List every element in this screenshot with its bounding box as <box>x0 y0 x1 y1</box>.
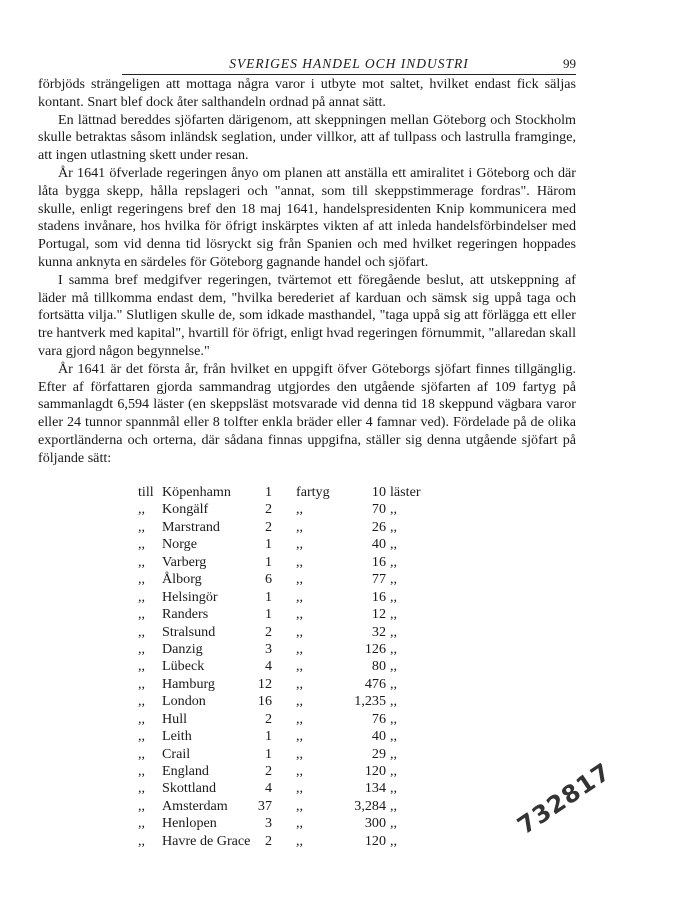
last-count: 126 <box>364 640 386 657</box>
destination: Kongälf <box>162 501 209 518</box>
destination: Crail <box>162 745 191 762</box>
last-unit: ,, <box>390 728 398 745</box>
ship-unit: ,, <box>296 658 304 675</box>
ship-unit: ,, <box>296 518 304 535</box>
last-count: 12 <box>371 606 386 623</box>
ship-count: 4 <box>264 658 272 675</box>
shipping-table <box>38 484 558 850</box>
ship-unit: ,, <box>296 606 304 623</box>
destination: Leith <box>162 728 192 745</box>
last-count: 120 <box>364 763 386 779</box>
paragraph: I samma bref medgifver regeringen, tvärtemot ett föregående beslut, att utskeppning af läder må tillkomma endast dem, "hvilka berederiet af karduan och sämsk sig uppå taga och fortsätta vilja." Slutligen skulle de, som idkade masthandel, "taga uppå sig att förlägga ett eller tre hantverk med kapital", hvartill för öfrigt, enligt hvad regeringen förnummit, "allaredan skall vara gjord någon begynnelse." <box>38 271 576 359</box>
last-count: 32 <box>371 623 386 640</box>
destination: Ålborg <box>162 571 202 588</box>
ship-count: 3 <box>264 815 272 832</box>
ship-count: 2 <box>264 763 272 779</box>
last-count: 76 <box>371 710 386 727</box>
body-text <box>38 76 576 468</box>
destination: Randers <box>162 606 209 623</box>
last-unit: ,, <box>390 693 398 710</box>
last-unit: ,, <box>390 675 398 692</box>
last-unit: ,, <box>390 606 398 623</box>
destination: Varberg <box>162 553 207 570</box>
ship-unit: ,, <box>296 571 304 588</box>
row-prefix: ,, <box>138 606 146 623</box>
ship-count: 1 <box>264 536 272 553</box>
paragraph: En lättnad bereddes sjöfarten därigenom, att skeppningen mellan Göteborg och Stockholm skulle betraktas såsom inländsk seglation, under villkor, att af tullpass och lastrulla framginge, att ingen utlastning skett under resan. <box>38 111 576 164</box>
ship-unit: ,, <box>296 675 304 692</box>
ship-count: 2 <box>264 832 272 849</box>
row-prefix: ,, <box>138 780 146 797</box>
destination: Marstrand <box>162 518 220 535</box>
ship-unit: ,, <box>296 623 304 640</box>
ship-count: 12 <box>257 675 272 692</box>
ship-count: 37 <box>257 797 272 814</box>
row-prefix: ,, <box>138 658 146 675</box>
ship-count: 1 <box>264 745 272 762</box>
table-row <box>38 501 558 518</box>
last-unit: ,, <box>390 501 398 518</box>
last-unit: ,, <box>390 640 398 657</box>
paragraph: förbjöds strängeligen att mottaga några varor i utbyte mot saltet, hvilket endast fick säljas kontant. Snart blef dock åter salthandeln ordnad på annat sätt. <box>38 76 576 110</box>
last-unit: ,, <box>390 518 398 535</box>
ship-unit: ,, <box>296 693 304 710</box>
ship-unit: ,, <box>296 501 304 518</box>
table-row <box>38 606 558 623</box>
destination: Helsingör <box>162 588 218 605</box>
table-row <box>38 484 558 501</box>
running-header <box>122 54 576 75</box>
last-count: 70 <box>371 501 386 518</box>
row-prefix: ,, <box>138 832 146 849</box>
destination: Danzig <box>162 640 203 657</box>
ship-count: 16 <box>257 693 272 710</box>
destination: Henlopen <box>162 815 217 832</box>
row-prefix: ,, <box>138 588 146 605</box>
ship-count: 1 <box>264 588 272 605</box>
destination: Stralsund <box>162 623 216 640</box>
last-count: 16 <box>371 588 386 605</box>
ship-count: 1 <box>264 484 272 500</box>
row-prefix: ,, <box>138 553 146 570</box>
row-prefix: ,, <box>138 728 146 745</box>
row-prefix: ,, <box>138 763 146 779</box>
last-count: 134 <box>364 780 386 797</box>
header-title: SVERIGES HANDEL OCH INDUSTRI <box>229 56 469 71</box>
last-count: 300 <box>364 815 386 832</box>
row-prefix: till <box>138 484 154 500</box>
ship-count: 2 <box>264 623 272 640</box>
row-prefix: ,, <box>138 640 146 657</box>
table-row <box>38 763 558 780</box>
destination: Norge <box>162 536 197 553</box>
last-count: 80 <box>371 658 386 675</box>
last-count: 476 <box>364 675 386 692</box>
last-unit: ,, <box>390 780 398 797</box>
table-row <box>38 536 558 553</box>
last-count: 29 <box>371 745 386 762</box>
row-prefix: ,, <box>138 797 146 814</box>
last-unit: ,, <box>390 536 398 553</box>
last-unit: ,, <box>390 832 398 849</box>
ship-unit: ,, <box>296 763 304 779</box>
last-count: 16 <box>371 553 386 570</box>
last-unit: ,, <box>390 588 398 605</box>
ship-count: 1 <box>264 553 272 570</box>
table-row <box>38 746 558 763</box>
last-unit: ,, <box>390 710 398 727</box>
table-row <box>38 676 558 693</box>
ship-count: 2 <box>264 518 272 535</box>
row-prefix: ,, <box>138 518 146 535</box>
row-prefix: ,, <box>138 501 146 518</box>
table-row <box>38 833 558 850</box>
last-count: 26 <box>371 518 386 535</box>
row-prefix: ,, <box>138 693 146 710</box>
table-row <box>38 641 558 658</box>
ship-unit: ,, <box>296 553 304 570</box>
last-unit: ,, <box>390 571 398 588</box>
table-row <box>38 711 558 728</box>
row-prefix: ,, <box>138 745 146 762</box>
destination: Amsterdam <box>162 797 228 814</box>
last-count: 3,284 <box>354 797 386 814</box>
destination: London <box>162 693 206 710</box>
table-row <box>38 693 558 710</box>
destination: Skottland <box>162 780 217 797</box>
table-row <box>38 780 558 797</box>
last-count: 40 <box>371 536 386 553</box>
last-count: 40 <box>371 728 386 745</box>
ship-count: 6 <box>264 571 272 588</box>
ship-unit: fartyg <box>296 484 330 500</box>
paragraph: År 1641 öfverlade regeringen ånyo om planen att anställa ett amiralitet i Göteborg och där låta bygga skepp, hålla repslageri och "annat, som till skeppstimmerage fordras". Härom skulle, enligt regeringens bref den 18 maj 1641, handelspresidenten Knip kommunicera med stadens invånare, hos hvilka för öfrigt inskärptes vikten af att inleda handelsförbindelser med Portugal, som vid denna tid lösryckt sig från Spanien och med hvilket regeringen hoppades kunna anknyta en särdeles för Göteborg gagnande handel och sjöfart. <box>38 164 576 270</box>
table-row <box>38 624 558 641</box>
last-unit: ,, <box>390 553 398 570</box>
table-row <box>38 571 558 588</box>
last-unit: ,, <box>390 658 398 675</box>
ship-unit: ,, <box>296 815 304 832</box>
ship-unit: ,, <box>296 797 304 814</box>
last-count: 77 <box>371 571 386 588</box>
ship-count: 2 <box>264 501 272 518</box>
ship-unit: ,, <box>296 588 304 605</box>
ship-count: 4 <box>264 780 272 797</box>
ship-unit: ,, <box>296 710 304 727</box>
table-row <box>38 798 558 815</box>
last-count: 1,235 <box>354 693 386 710</box>
last-unit: ,, <box>390 815 398 832</box>
last-unit: ,, <box>390 623 398 640</box>
row-prefix: ,, <box>138 571 146 588</box>
library-stamp: 732817 <box>512 757 617 840</box>
last-unit: ,, <box>390 763 398 779</box>
table-row <box>38 815 558 832</box>
destination: Hamburg <box>162 675 215 692</box>
last-unit: ,, <box>390 797 398 814</box>
ship-count: 1 <box>264 606 272 623</box>
row-prefix: ,, <box>138 675 146 692</box>
table-row <box>38 519 558 536</box>
table-row <box>38 728 558 745</box>
table-row <box>38 658 558 675</box>
destination: England <box>162 763 209 779</box>
ship-unit: ,, <box>296 832 304 849</box>
ship-unit: ,, <box>296 728 304 745</box>
table-row <box>38 554 558 571</box>
page-number: 99 <box>563 56 576 71</box>
ship-unit: ,, <box>296 640 304 657</box>
destination: Köpenhamn <box>162 484 231 500</box>
destination: Havre de Grace <box>162 832 251 849</box>
last-unit: läster <box>390 484 421 500</box>
ship-unit: ,, <box>296 745 304 762</box>
last-count: 120 <box>364 832 386 849</box>
ship-count: 1 <box>264 728 272 745</box>
ship-unit: ,, <box>296 536 304 553</box>
row-prefix: ,, <box>138 623 146 640</box>
row-prefix: ,, <box>138 536 146 553</box>
ship-count: 2 <box>264 710 272 727</box>
destination: Lübeck <box>162 658 205 675</box>
paragraph: År 1641 är det första år, från hvilket en uppgift öfver Göteborgs sjöfart finnes tillgänglig. Efter af författaren gjorda sammandrag utgjordes den utgående sjöfarten af 109 fartyg på sammanlagdt 6,594 läster (en skeppsläst motsvarade vid denna tid 18 skeppund vägbara varor eller 24 tunnor spannmål eller 8 tolfter enkla bräder eller 4 famnar ved). Fördelade på de olika exportländerna och orterna, där sådana finnas uppgifna, ställer sig denna utgående sjöfart på följande sätt: <box>38 360 576 466</box>
row-prefix: ,, <box>138 710 146 727</box>
last-count: 10 <box>371 484 386 500</box>
destination: Hull <box>162 710 188 727</box>
ship-count: 3 <box>264 640 272 657</box>
ship-unit: ,, <box>296 780 304 797</box>
last-unit: ,, <box>390 745 398 762</box>
row-prefix: ,, <box>138 815 146 832</box>
table-row <box>38 589 558 606</box>
